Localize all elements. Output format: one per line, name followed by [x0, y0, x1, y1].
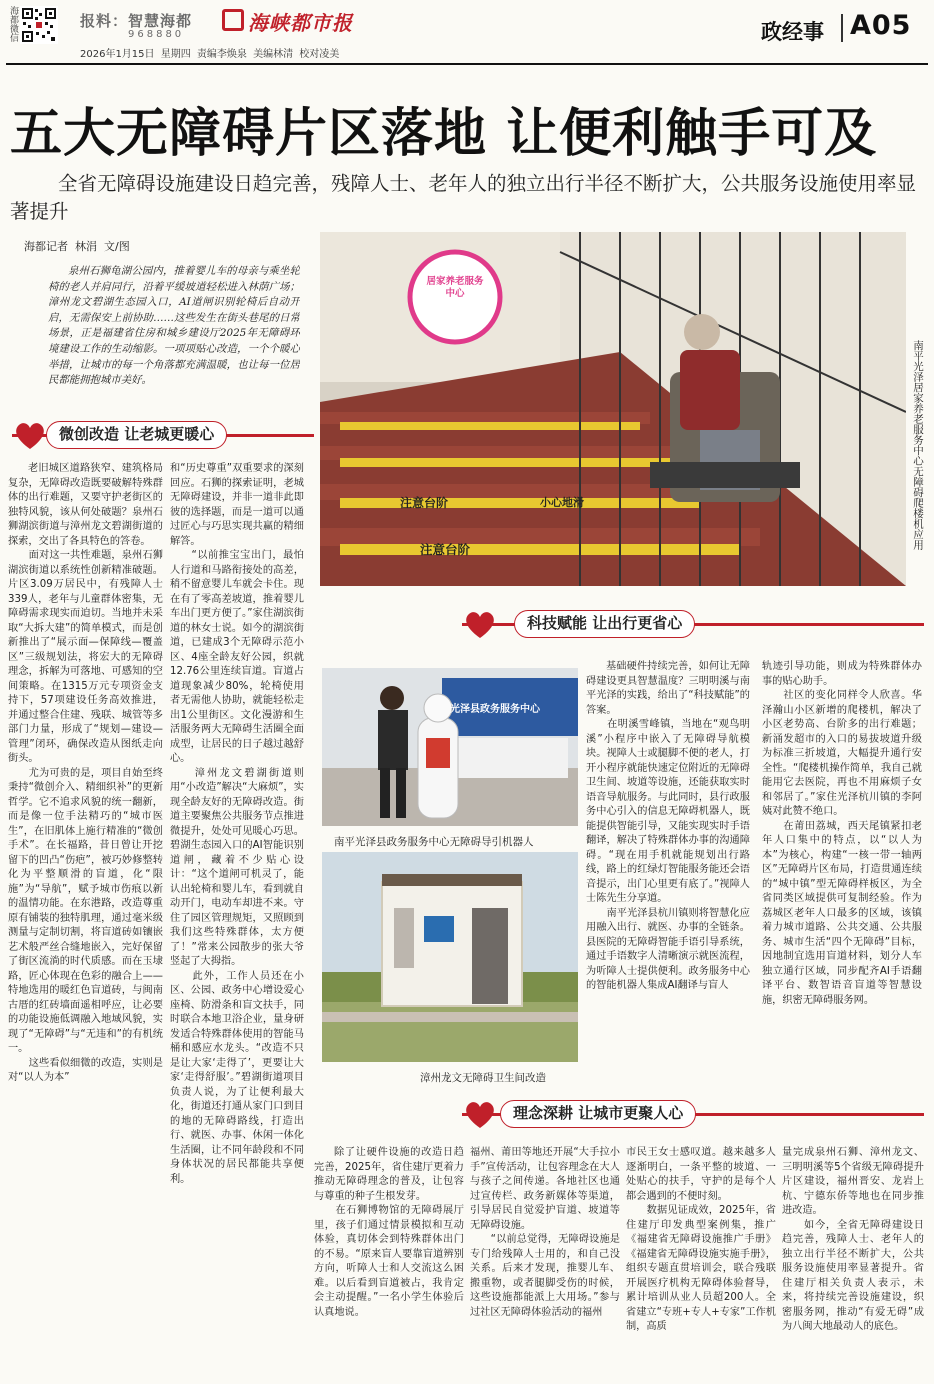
section-divider — [841, 14, 843, 42]
section-3-column-4: 量完成泉州石狮、漳州龙文、三明明溪等5个省级无障碍提升片区建设，福州晋安、龙岩上杭、宁德东侨等地也在同步推进改造。 如今，全省无障碍建设日趋完善，残障人士、老年人的独立出行半径不断扩大，公共服务设施使用率显著提升。省住建厅相关负责人表示，未来，将持续完善设施建设，织密服务网，推动“有爱无碍”成为八闽大地最动人的底色。 — [782, 1147, 924, 1332]
section-heading-2-label: 科技赋能 让出行更省心 — [514, 610, 695, 638]
stairlift-photo — [320, 232, 906, 586]
masthead-side-label: 海都微信 — [8, 6, 18, 42]
section-heading-3 — [462, 1096, 924, 1132]
sign-slippery: 小心地滑 — [540, 496, 584, 509]
sign-stair-step-1: 注意台阶 — [400, 496, 449, 510]
paper-logo-mark — [222, 9, 244, 31]
sign-service-center-text: 光泽县政务服务中心 — [450, 704, 540, 715]
robot-photo — [322, 668, 578, 826]
page-number: A05 — [850, 10, 912, 41]
robot-caption: 南平光泽县政务服务中心无障碍导引机器人 — [334, 836, 534, 848]
section-name: 政经事 — [761, 19, 824, 44]
lead-paragraph: 泉州石狮龟湖公园内，推着婴儿车的母亲与乘坐轮椅的老人并肩同行，沿着平缓坡道轻松进入林荫广场；漳州龙文碧湖生态园入口，AI道闸识别轮椅后自动开启，无需保安上前协助……这些发生在街头巷尾的日常场景，正是福建省住房和城乡建设厅2025年无障碍环境建设工作的生动缩影。一项项贴心改造，一个个暖心举措，让城市的每一个角落都充满温暖，也让每一位居民都能拥抱城市美好。 — [48, 265, 300, 387]
qr-code-icon[interactable] — [20, 6, 58, 44]
hotline-number: 968880 — [128, 29, 185, 40]
section-1-column-1: 老旧城区道路狭窄、建筑格局复杂，无障碍改造既要破解特殊群体的出行难题，又要守护老街区的独特风貌，该从何处破题？泉州石狮湖滨街道与漳州龙文碧湖街道的探索，交出了各具特色的答卷。 面对这一共性难题，泉州石狮湖滨街道以系统性创新精准破题。片区3.09万居民中，有残障人士339人，老年与儿童群体密集，无障碍需求现实而迫切。当地并未采取“大拆大建”的简单模式，而是创新推出了“展示面—保障线—覆盖区”三级规划法，将宏大的无障碍理念，拆解为可落地、可感知的空间策略。在1315万元专项资金支持下，57项建设任务高效推进，并通过整合住建、残联、城管等多部门力量，形成了“规划—建设—管理”闭环，确保改造从图纸走向街头。 尤为可贵的是，项目自始至终秉持“微创介入、精细织补”的更新哲学。它不追求风貌的统一翻新，而是像一位手法精巧的“城市医生”，在旧肌体上施行精准的“微创手术”。在长福路，昔日曾让开挖留下的凹凸“伤疤”，被巧妙修整转化为平整顺滑的盲道，化“限施”为“导航”，赋予城市伤痕以新的温情功能。在东港路，改造尊重原有铺装的独特肌理，通过毫米级测量与定制切割，将盲道砖如镶嵌艺术般严丝合缝地嵌入，完好保留了街区流淌的时代质感。而在玉埭路，匠心体现在色彩的融合上——特地选用的暖红色盲道砖，与闽南古厝的红砖墙面遥相呼应，让必要的功能设施低调融入地域风貌，实现了“无障碍”与“无违和”的有机统一。 这些看似细微的改造，实则是对“以人为本” — [8, 463, 163, 1083]
stairlift-caption: 南平光泽居家养老服务中心无障碍爬楼机应用 — [912, 340, 924, 550]
stairlift-photo-art — [320, 232, 906, 586]
section-1-column-2: 和“历史尊重”双重要求的深刻回应。石狮的探索证明，老城无障碍建设，并非一道非此即彼的选择题，而是一道可以通过匠心与巧思实现共赢的精细解答。 “以前推宝宝出门，最怕人行道和马路衔接处的高差，稍不留意婴儿车就会卡住。现在有了零高差坡道，推着婴儿车出门更方便了。”家住湖滨街道的林女士说。如今的湖滨街道，已建成3个无障碍示范小区、4座全龄友好公园，织就12.76公里连续盲道。盲道占道现象减少80%，轮椅使用者无需他人协助，就能轻松走出1公里街区。文化漫游和生活服务两大无障碍生活圈全面成型，让居民的日子越过越舒心。 漳州龙文碧湖街道则用“小改造”解决“大麻烦”，实现全龄友好的无障碍改造。街道主要聚焦公共服务节点推进微提升，处处可见暖心巧思。碧湖生态园入口的AI智能识别道闸，藏着不少贴心设计：“这个道闸可机灵了，能认出轮椅和婴儿车，看到就自动开门，电动车却进不来。守住了园区管理规矩，又照顾到我们这些特殊群体，太方便了！”常来公园散步的张大爷竖起了大拇指。 此外，工作人员还在小区、公园、政务中心增设爱心座椅、防滑条和盲文扶手，同时联合本地卫浴企业，量身研发适合特殊群体使用的智能马桶和感应水龙头。“改造不只是让大家‘走得了’，更要让大家‘走得舒服’。”碧湖街道项目负责人说，为了让便利最大化，街道还打通从家门口到目的地的无障碍路线，打造出行、就医、办事、休闲一体化生活圈，让不同年龄段和不同身体状况的居民都能共享便利。 — [170, 463, 304, 1185]
section-heading-3-label: 理念深耕 让城市更聚人心 — [500, 1100, 696, 1128]
section-heading-1 — [12, 417, 314, 453]
byline: 海都记者 林涓 文/图 — [24, 240, 130, 253]
section-2-column-2: 轨迹引导功能，则成为特殊群体办事的贴心助手。 社区的变化同样令人欣喜。华泽瀚山小区新增的爬楼机，解决了小区老势高、台阶多的出行难题；新涌发超市的入口的易拔坡道升级为标准三折坡道，大幅提升通行安全性。“爬楼机操作简单，我自己就能用它去医院，再也不用麻烦子女和邻居了。”家住光泽杭川镇的李阿姨对此赞不绝口。 在莆田荔城，西天尾镇紧扣老年人口集中的特点，以“以人为本”为核心，构建“一核一带一轴两区”无障碍片区布局，打造贯通连续的“城中镇”型无障碍样板区，为全省同类区域提供可复制经验。作为荔城区老年人口最多的区域，该镇着力城市道路、公共交通、公共服务、城市生活“四个无障碍”目标，因地制宜选用盲道材料，划分人车独立通行区域，同步配齐AI手语翻译平台、数智语音盲道等智慧设施，织密无障碍服务网。 — [762, 661, 922, 1006]
heart-icon — [462, 606, 498, 642]
section-3-column-2: 福州、莆田等地还开展“大手拉小手”宣传活动，让包容理念在大人与孩子之间传递。各地社区也通过宣传栏、政务新媒体等渠道，引导居民自觉爱护盲道、坡道等无障碍设施。 “以前总觉得，无障碍设施是专门给残障人士用的，和自己没关系。后来才发现，推婴儿车、搬重物，或者腿脚受伤的时候，这些设施都能派上大用场。”参与过社区无障碍体验活动的福州 — [470, 1147, 620, 1318]
section-heading-2 — [462, 606, 924, 642]
date-line: 2026年1月15日 星期四 责编李焕泉 美编林清 校对凌美 — [80, 49, 340, 60]
section-heading-1-label: 微创改造 让老城更暖心 — [46, 421, 227, 449]
section-3-column-1: 除了让硬件设施的改造日趋完善，2025年，省住建厅更着力推动无障碍理念的普及，让包容与尊重的种子生根发芽。 在石狮博物馆的无障碍展厅里，孩子们通过情景模拟和互动体验，真切体会到特殊群体出门的不易。“原来盲人要靠盲道辨别方向，听障人士和人交流这么困难。以后看到盲道被占，我肯定会主动提醒。”一名小学生体验后认真地说。 — [314, 1147, 464, 1318]
sign-stair-step-2: 注意台阶 — [420, 542, 471, 557]
toilet-caption: 漳州龙文无障碍卫生间改造 — [420, 1072, 546, 1084]
toilet-photo-art — [322, 852, 578, 1062]
paper-name: 海峡都市报 — [248, 11, 353, 35]
masthead-rule — [6, 63, 928, 65]
section-3-column-3: 市民王女士感叹道。越来越多人逐渐明白，一条平整的坡道、一处贴心的扶手，守护的是每个人都会遇到的不便时刻。 数据见证成效，2025年，省住建厅印发典型案例集，推广《福建省无障碍设施推广手册》《福建省无障碍设施实施手册》，组织专题直贯培训会，联合残联开展医疗机构无障碍体验督导，累计培训从业人员超200人。全省建立“专班+专人+专家”工作机制，高质 — [626, 1147, 776, 1332]
heart-icon — [462, 1096, 498, 1132]
headline: 五大无障碍片区落地 让便利触手可及 — [10, 103, 878, 164]
section-2-column-1: 基础硬件持续完善，如何让无障碍建设更具智慧温度？三明明溪与南平光泽的实践，给出了“科技赋能”的答案。 在明溪雪峰镇，当地在“观鸟明溪”小程序中嵌入了无障碍导航模块。视障人士或腿脚不便的老人，打开小程序就能快速定位附近的无障碍卫生间、坡道等设施，还能获取实时语音导航服务。与此同时，县行政服务中心引入的信息无障碍机器人，既能提供智能引导，又能实现实时手语翻译，解决了特殊群体办事的沟通障碍。“现在用手机就能规划出行路线，路上的红绿灯智能服务能还会语音提示，出门心里更有底了。”视障人士陈先生分享道。 南平光泽县杭川镇则将智慧化应用融入出行、就医、办事的全链条。县医院的无障碍智能手语引导系统，通过手语数字人清晰演示就医流程，为听障人士提供便利。政务服务中心的智能机器人集成AI翻译与盲人 — [586, 661, 750, 991]
heart-icon — [12, 417, 48, 453]
hotline-brand: 报料：智慧海都 — [80, 12, 193, 30]
subheadline: 全省无障碍设施建设日趋完善，残障人士、老年人的独立出行半径不断扩大，公共服务设施使用率显著提升 — [10, 172, 917, 223]
toilet-photo — [322, 852, 578, 1062]
robot-photo-art — [322, 668, 578, 826]
masthead — [0, 0, 934, 60]
sign-elderly-center: 居家养老服务中心 — [426, 276, 484, 299]
